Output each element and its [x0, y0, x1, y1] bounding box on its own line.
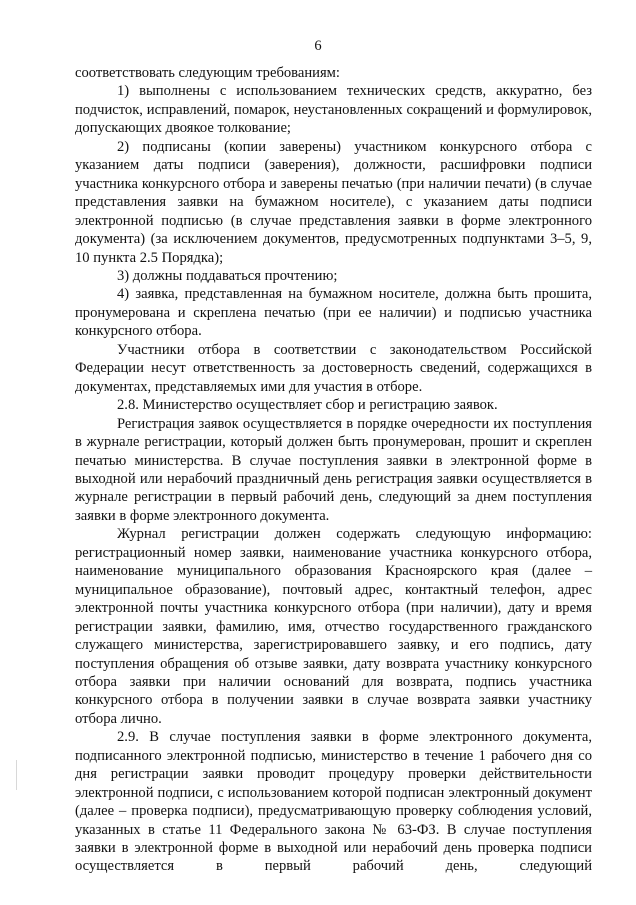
paragraph-registration: Регистрация заявок осуществляется в порядке очередности их поступления в журнале регистрации, который должен быть пронумерован, прошит и скреплен печатью министерства. В случае поступления заявки в электронной форме в выходной или нерабочий праздничный день регистрация заявки осуществляется в журнале регистрации в первый рабочий день, следующий за днем поступления заявки в форме электронного документа.	[75, 415, 592, 524]
document-body	[75, 64, 592, 876]
paragraph-item-4: 4) заявка, представленная на бумажном носителе, должна быть прошита, пронумерована и скреплена печатью (при ее наличии) и подписью участника конкурсного отбора.	[75, 286, 592, 340]
paragraph-requirements-intro: соответствовать следующим требованиям:	[75, 65, 340, 81]
paragraph-journal-contents: Журнал регистрации должен содержать следующую информацию: регистрационный номер заявки, наименование участника конкурсного отбора, наименование муниципального образования Красноярского края (далее – муниципальное образование), почтовый адрес, контактный телефон, адрес электронной почты участника конкурсного отбора (при наличии), дату и время регистрации заявки, фамилию, имя, отчество государственного гражданского служащего министерства, зарегистрировавшего заявку, и его подпись, дату поступления обращения об отзыве заявки, дату возврата участнику конкурсного отбора заявки при наличии оснований для возврата, подпись участника конкурсного отбора в получении заявки в случае возврата заявки участнику отбора лично.	[75, 526, 592, 727]
paragraph-participants-responsibility: Участники отбора в соответствии с законодательством Российской Федерации несут ответственность за достоверность сведений, содержащихся в документах, представляемых ими для участия в отборе.	[75, 341, 592, 395]
page-number: 6	[314, 38, 322, 54]
scan-edge-mark	[16, 760, 17, 790]
paragraph-item-1: 1) выполнены с использованием технических средств, аккуратно, без подчисток, исправлений, помарок, неустановленных сокращений и формулировок, допускающих двоякое толкование;	[75, 83, 592, 137]
paragraph-section-2-9: 2.9. В случае поступления заявки в форме электронного документа, подписанного электронной подписью, министерство в течение 1 рабочего дня со дня регистрации заявки проводит процедуру проверки действительности электронной подписи, с использованием которой подписан электронный документ (далее – проверка подписи), предусматривающую проверку соблюдения условий, указанных в статье 11 Федерального закона № 63-ФЗ. В случае поступления заявки в электронной форме в выходной или нерабочий день проверка подписи осуществляется в первый рабочий день, следующий	[75, 729, 592, 875]
paragraph-item-2: 2) подписаны (копии заверены) участником конкурсного отбора с указанием даты подписи (заверения), должности, расшифровки подписи участника конкурсного отбора и заверены печатью (при наличии печати) (в случае представления заявки на бумажном носителе), с указанием даты подписи электронной подписью (в случае представления заявки в форме электронного документа) (за исключением документов, предусмотренных подпунктами 3–5, 9, 10 пункта 2.5 Порядка);	[75, 138, 592, 266]
paragraph-item-3: 3) должны поддаваться прочтению;	[117, 267, 338, 284]
paragraph-section-2-8: 2.8. Министерство осуществляет сбор и регистрацию заявок.	[117, 397, 498, 414]
